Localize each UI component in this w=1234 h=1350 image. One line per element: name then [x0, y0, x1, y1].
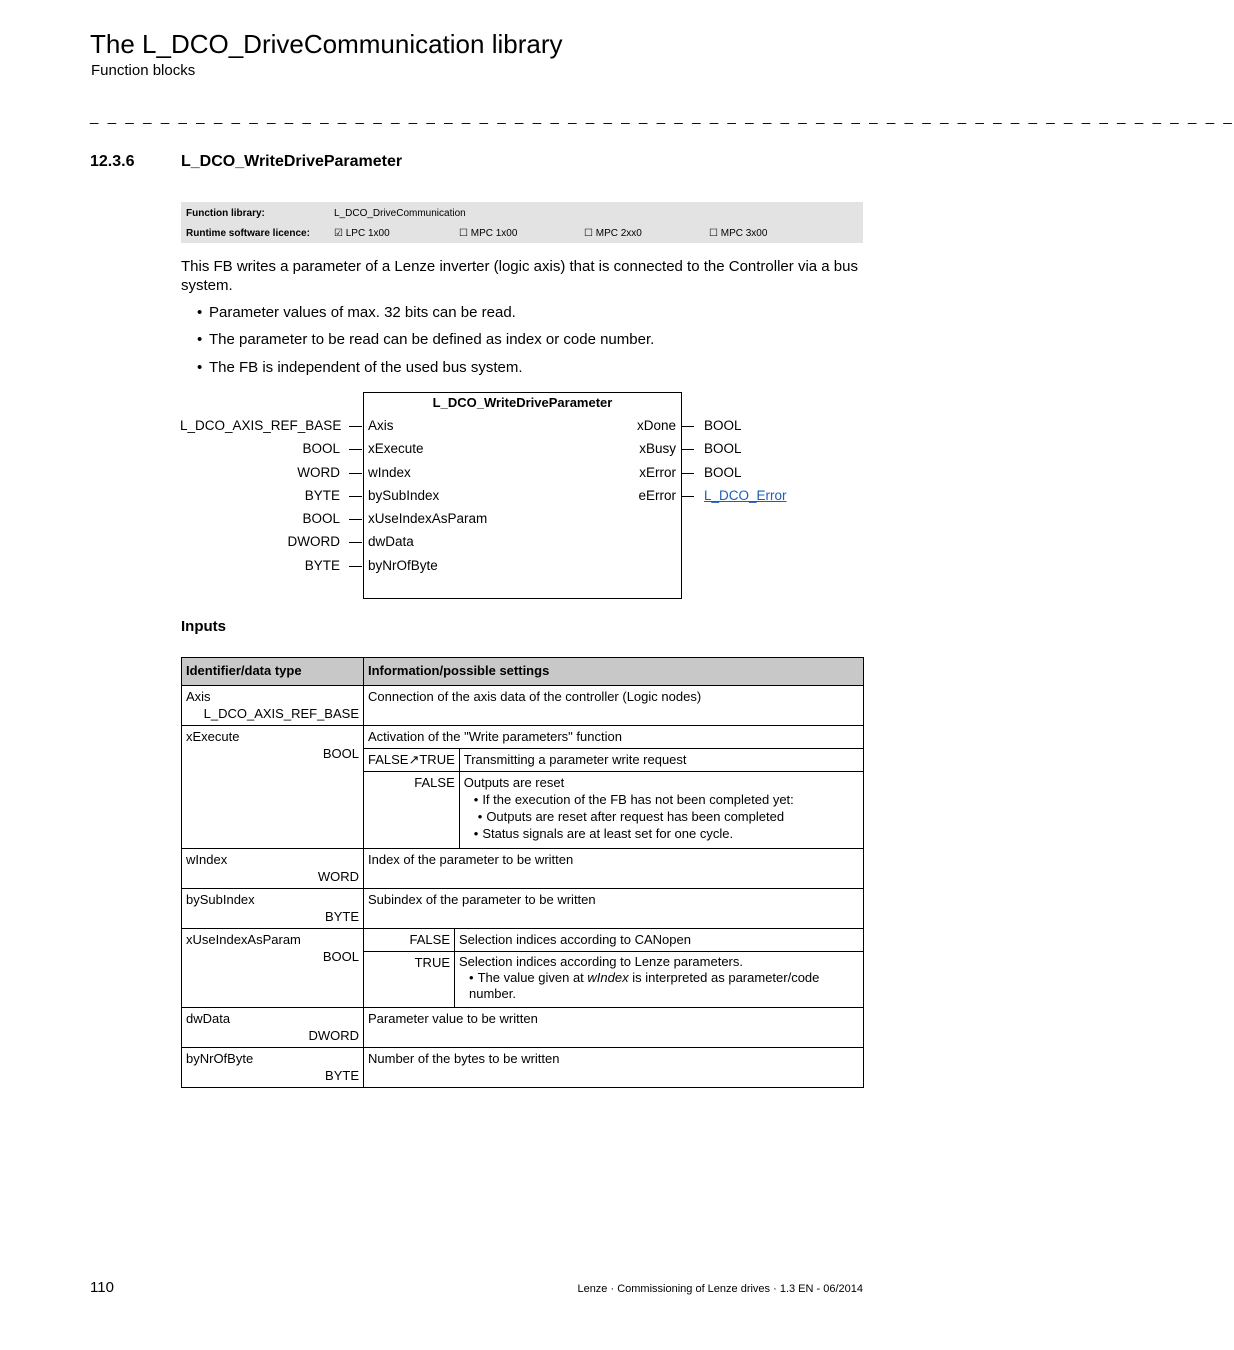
input-pin-name: wIndex — [368, 465, 411, 480]
column-header: Information/possible settings — [364, 658, 864, 686]
output-pin-name: eError — [638, 488, 676, 503]
setting-value: FALSE↗TRUE — [364, 749, 459, 772]
input-type-label: DWORD — [287, 534, 340, 549]
output-pin-name: xError — [639, 465, 676, 480]
pin-line — [349, 496, 362, 497]
info-cell: Parameter value to be written — [364, 1008, 864, 1048]
table-header-row — [182, 658, 864, 686]
list-item: • If the execution of the FB has not been completed yet: • Outputs are reset after request has been completed — [474, 791, 859, 825]
list-item: • The value given at wIndex is interpreted as parameter/code number. — [469, 970, 859, 1002]
data-type: BYTE — [325, 1068, 359, 1083]
input-type-label: BYTE — [304, 488, 340, 503]
section-title: L_DCO_WriteDriveParameter — [181, 153, 403, 170]
table-row — [182, 1048, 864, 1088]
pin-line — [681, 473, 694, 474]
section-number: 12.3.6 — [90, 153, 135, 170]
table-row — [182, 889, 864, 929]
pin-line — [349, 566, 362, 567]
info-cell: Activation of the "Write parameters" function — [364, 726, 863, 749]
licence-label: Runtime software licence: — [186, 228, 310, 239]
bullet-item: • The parameter to be read can be defined as index or code number. — [197, 331, 655, 348]
page-number: 110 — [90, 1279, 114, 1296]
input-pin-name: xExecute — [368, 441, 424, 456]
pin-line — [349, 519, 362, 520]
data-type: BOOL — [322, 746, 359, 761]
info-cell: Number of the bytes to be written — [364, 1048, 864, 1088]
pin-line — [349, 473, 362, 474]
input-pin-name: bySubIndex — [368, 488, 440, 503]
settings-subtable — [364, 726, 863, 848]
function-library-label: Function library: — [186, 208, 265, 219]
input-type-label: BYTE — [304, 558, 340, 573]
input-type-label: L_DCO_AXIS_REF_BASE — [180, 418, 342, 433]
function-library-value: L_DCO_DriveCommunication — [334, 208, 466, 219]
input-type-label: BOOL — [302, 441, 340, 456]
pin-line — [681, 426, 694, 427]
library-info-box — [181, 202, 863, 243]
identifier: bySubIndex — [186, 892, 255, 907]
input-pin-name: dwData — [368, 534, 414, 549]
output-type-label: BOOL — [704, 441, 742, 456]
footer-text: Lenze · Commissioning of Lenze drives · 1.3 EN - 06/2014 — [577, 1283, 863, 1295]
licence-option-mpc1x00: ☐ MPC 1x00 — [459, 228, 518, 239]
function-block-title: L_DCO_WriteDriveParameter — [432, 395, 613, 410]
setting-description: Selection indices according to Lenze parameters. — [459, 954, 743, 969]
output-pin-name: xDone — [636, 418, 676, 433]
input-pin-name: byNrOfByte — [368, 558, 438, 573]
pin-line — [681, 449, 694, 450]
document-title: The L_DCO_DriveCommunication library — [90, 29, 563, 59]
pin-line — [349, 449, 362, 450]
table-row — [182, 686, 864, 726]
input-pin-name: Axis — [368, 418, 394, 433]
licence-option-mpc2xx0: ☐ MPC 2xx0 — [584, 228, 642, 239]
output-type-label: BOOL — [704, 418, 742, 433]
inputs-table — [181, 657, 864, 1088]
identifier: xExecute — [186, 729, 240, 744]
intro-paragraph: This FB writes a parameter of a Lenze inverter (logic axis) that is connected to the Controller via a bus system. — [181, 258, 858, 294]
setting-description: Transmitting a parameter write request — [459, 749, 863, 772]
output-pin-name: xBusy — [639, 441, 676, 456]
identifier: wIndex — [186, 852, 228, 867]
identifier: dwData — [186, 1011, 231, 1026]
info-cell: Subindex of the parameter to be written — [364, 889, 864, 929]
table-row — [182, 849, 864, 889]
licence-option-lpc1x00: ☑ LPC 1x00 — [334, 228, 390, 239]
pin-line — [681, 496, 694, 497]
inputs-heading: Inputs — [181, 618, 226, 635]
settings-subtable — [364, 929, 863, 1007]
header-separator: _ _ _ _ _ _ _ _ _ _ _ _ _ _ _ _ _ _ _ _ _ _ _ _ _ _ _ _ _ _ _ _ _ _ _ _ _ _ _ _ _ _ _ _ _ _ _ _ _ _ _ _ _ _ _ _ _ _ _ _ _ _ _ _ _ — [90, 108, 1234, 125]
table-row — [182, 726, 864, 849]
identifier: Axis — [186, 689, 211, 704]
output-type-label: BOOL — [704, 465, 742, 480]
pin-line — [349, 542, 362, 543]
data-type: WORD — [317, 869, 359, 884]
document-subtitle: Function blocks — [91, 62, 196, 79]
input-pin-name: xUseIndexAsParam — [368, 511, 488, 526]
list-item: • Status signals are at least set for one cycle. — [474, 825, 859, 842]
list-item: • Outputs are reset after request has been completed — [478, 808, 859, 825]
table-row — [182, 1008, 864, 1048]
licence-option-mpc3x00: ☐ MPC 3x00 — [709, 228, 768, 239]
setting-description: Outputs are reset — [463, 775, 565, 790]
column-header: Identifier/data type — [182, 658, 364, 686]
data-type: DWORD — [308, 1028, 359, 1043]
pin-line — [349, 426, 362, 427]
data-type: BYTE — [325, 909, 359, 924]
info-cell: Index of the parameter to be written — [364, 849, 864, 889]
identifier: xUseIndexAsParam — [186, 932, 301, 947]
data-type: L_DCO_AXIS_REF_BASE — [203, 706, 359, 721]
identifier: byNrOfByte — [186, 1051, 254, 1066]
setting-value: TRUE — [364, 952, 455, 1008]
bullet-item: • Parameter values of max. 32 bits can be read. — [197, 304, 516, 321]
error-type-link[interactable]: L_DCO_Error — [704, 488, 787, 503]
input-type-label: BOOL — [302, 511, 340, 526]
setting-description: Selection indices according to CANopen — [455, 929, 864, 952]
data-type: BOOL — [322, 949, 359, 964]
info-cell: Connection of the axis data of the controller (Logic nodes) — [364, 686, 864, 726]
bullet-item: • The FB is independent of the used bus system. — [197, 359, 523, 376]
input-type-label: WORD — [297, 465, 340, 480]
table-row — [182, 929, 864, 1008]
setting-value: FALSE — [364, 772, 459, 849]
setting-value: FALSE — [364, 929, 455, 952]
